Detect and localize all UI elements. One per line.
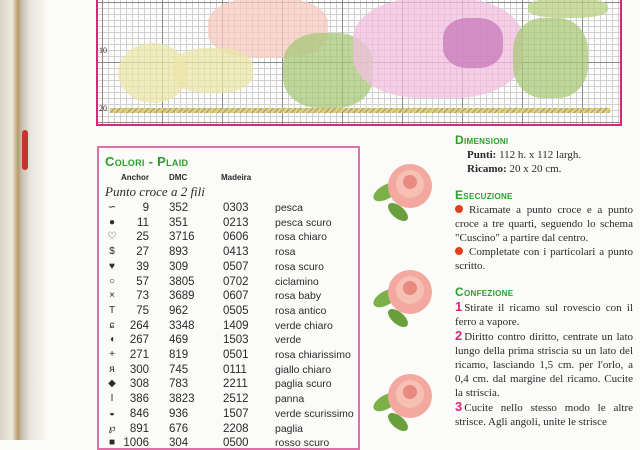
color-name: ciclamino bbox=[275, 275, 319, 288]
anchor-code: 267 bbox=[129, 334, 149, 347]
color-name: pesca bbox=[275, 202, 304, 214]
color-row bbox=[99, 260, 354, 274]
color-name: rosa baby bbox=[275, 290, 322, 303]
instructions-column bbox=[455, 133, 633, 441]
anchor-code: 25 bbox=[136, 231, 149, 244]
anchor-code: 264 bbox=[129, 319, 149, 332]
color-name: rosa chiaro bbox=[275, 231, 327, 244]
step-text: Cucite nello stesso modo le altre strisce. Agli angoli, unite le strisce bbox=[455, 402, 633, 428]
anchor-code: 9 bbox=[142, 202, 149, 214]
color-name: rosa bbox=[275, 246, 296, 259]
bullet-icon bbox=[455, 247, 463, 255]
anchor-code: 271 bbox=[129, 349, 149, 361]
color-key-table bbox=[97, 146, 360, 450]
dmc-code: 309 bbox=[169, 260, 189, 273]
symbol-icon: $ bbox=[109, 246, 115, 258]
dmc-code: 352 bbox=[169, 202, 189, 214]
symbol-icon: ○ bbox=[108, 275, 116, 287]
symbol-icon: I bbox=[110, 393, 114, 405]
color-row bbox=[99, 319, 354, 333]
color-name: verde scurissimo bbox=[275, 407, 354, 420]
dmc-code: 893 bbox=[169, 246, 189, 259]
color-row bbox=[99, 230, 354, 244]
dmc-code: 304 bbox=[169, 437, 189, 450]
color-name: panna bbox=[275, 393, 305, 406]
madeira-code: 2208 bbox=[223, 422, 249, 435]
anchor-code: 1006 bbox=[123, 437, 149, 450]
madeira-code: 0507 bbox=[223, 260, 249, 273]
color-name: paglia bbox=[275, 422, 304, 435]
madeira-code: 0500 bbox=[223, 437, 249, 450]
dmc-code: 351 bbox=[169, 216, 189, 229]
axis-label-10: 10 bbox=[99, 46, 107, 55]
color-row bbox=[99, 348, 354, 362]
symbol-icon: ♡ bbox=[107, 231, 117, 243]
esecuzione-title: Esecuzione bbox=[455, 188, 513, 202]
color-row bbox=[99, 245, 354, 259]
symbol-icon: ◆ bbox=[108, 378, 116, 390]
step-number: 2 bbox=[455, 328, 463, 343]
ricamo-value: 20 x 20 cm. bbox=[509, 163, 562, 175]
color-name: verde bbox=[275, 334, 302, 347]
anchor-code: 300 bbox=[129, 363, 149, 376]
madeira-code: 1503 bbox=[223, 334, 249, 347]
color-row bbox=[99, 289, 354, 303]
color-name: rosa antico bbox=[275, 304, 327, 317]
color-name: rosso scuro bbox=[275, 437, 330, 450]
header-anchor: Anchor bbox=[121, 173, 149, 182]
symbol-icon: × bbox=[109, 290, 115, 302]
punti-value: 112 h. x 112 largh. bbox=[499, 149, 582, 161]
color-row bbox=[99, 422, 354, 436]
confezione-title: Confezione bbox=[455, 285, 514, 299]
dmc-code: 3716 bbox=[169, 231, 195, 244]
color-name: rosa chiarissimo bbox=[275, 349, 351, 361]
symbol-icon: ∽ bbox=[107, 202, 117, 213]
bullet-icon bbox=[455, 205, 463, 213]
symbol-icon: ■ bbox=[108, 437, 116, 449]
anchor-code: 11 bbox=[137, 216, 149, 229]
color-row bbox=[99, 392, 354, 406]
color-key-title: Colori - Plaid bbox=[105, 154, 189, 169]
ricamo-label: Ricamo: bbox=[467, 163, 507, 175]
madeira-code: 1507 bbox=[223, 407, 249, 420]
anchor-code: 75 bbox=[136, 304, 149, 317]
color-name: verde chiaro bbox=[275, 319, 333, 332]
color-row bbox=[99, 436, 354, 450]
symbol-icon: ℘ bbox=[108, 422, 116, 434]
color-row bbox=[99, 333, 354, 347]
anchor-code: 891 bbox=[129, 422, 149, 435]
madeira-code: 0111 bbox=[223, 363, 247, 376]
dmc-code: 3805 bbox=[169, 275, 195, 288]
stitch-subtitle: Punto croce a 2 fili bbox=[105, 184, 205, 199]
esecuzione-section bbox=[455, 188, 633, 273]
step-text: Stirate il ricamo sul rovescio con il ferro a vapore. bbox=[455, 302, 633, 328]
step-number: 3 bbox=[455, 399, 463, 414]
madeira-code: 1409 bbox=[223, 319, 249, 332]
color-row bbox=[99, 275, 354, 289]
dmc-code: 783 bbox=[169, 378, 189, 391]
symbol-icon: + bbox=[109, 349, 115, 360]
madeira-code: 0303 bbox=[223, 202, 249, 214]
dmc-code: 936 bbox=[169, 407, 189, 420]
step-text: Diritto contro diritto, centrate un lato lungo della prima striscia su un lato del ricamo, lasciando 1,5 cm. per l'orlo, a 0,4 cm. dal margine del ricamo. Cucite la striscia. bbox=[455, 331, 633, 399]
axis-label-20: 20 bbox=[99, 104, 107, 113]
color-row bbox=[99, 407, 354, 421]
anchor-code: 39 bbox=[136, 260, 149, 273]
madeira-code: 0702 bbox=[223, 275, 249, 288]
symbol-icon: ◒ bbox=[108, 407, 116, 419]
color-row bbox=[99, 377, 354, 391]
anchor-code: 57 bbox=[136, 275, 149, 288]
page-binding bbox=[0, 0, 48, 440]
dmc-code: 962 bbox=[169, 304, 189, 317]
color-row bbox=[99, 216, 354, 230]
header-madeira: Madeira bbox=[221, 173, 252, 182]
confezione-section bbox=[455, 285, 633, 429]
madeira-code: 0413 bbox=[223, 246, 249, 259]
dmc-code: 3689 bbox=[169, 290, 195, 303]
madeira-code: 2211 bbox=[223, 378, 248, 391]
color-name: rosa scuro bbox=[275, 260, 325, 273]
symbol-icon: ɕ bbox=[109, 319, 115, 331]
color-row bbox=[99, 304, 354, 318]
madeira-code: 0606 bbox=[223, 231, 249, 244]
esecuzione-item: Ricamate a punto croce e a punto croce a tre quarti, seguendo lo schema "Cuscino" a partire dal centro. bbox=[455, 204, 633, 244]
color-name: giallo chiaro bbox=[275, 363, 332, 376]
color-name: pesca scuro bbox=[275, 216, 332, 229]
rose-illustration bbox=[368, 152, 440, 224]
cross-stitch-chart bbox=[96, 0, 622, 126]
anchor-code: 846 bbox=[129, 407, 149, 420]
symbol-icon: T bbox=[108, 304, 116, 316]
madeira-code: 0213 bbox=[223, 216, 249, 229]
color-row bbox=[99, 363, 354, 377]
esecuzione-item: Completate con i particolari a punto scritto. bbox=[455, 246, 633, 272]
madeira-code: 0607 bbox=[223, 290, 249, 303]
punti-label: Punti: bbox=[467, 149, 497, 161]
anchor-code: 73 bbox=[136, 290, 149, 303]
dmc-code: 819 bbox=[169, 349, 189, 361]
anchor-code: 386 bbox=[129, 393, 149, 406]
header-dmc: DMC bbox=[169, 173, 188, 182]
dmc-code: 3348 bbox=[169, 319, 195, 332]
symbol-icon: ● bbox=[108, 216, 116, 228]
color-row bbox=[99, 201, 354, 215]
symbol-icon: ◖ bbox=[108, 334, 116, 346]
dimensioni-section bbox=[455, 133, 633, 176]
dmc-code: 676 bbox=[169, 422, 189, 435]
dmc-code: 745 bbox=[169, 363, 189, 376]
color-name: paglia scuro bbox=[275, 378, 332, 391]
dmc-code: 3823 bbox=[169, 393, 195, 406]
rose-illustration bbox=[368, 362, 440, 434]
anchor-code: 308 bbox=[129, 378, 149, 391]
rose-illustration bbox=[368, 258, 440, 330]
madeira-code: 0505 bbox=[223, 304, 249, 317]
madeira-code: 0501 bbox=[223, 349, 249, 361]
madeira-code: 2512 bbox=[223, 393, 249, 406]
symbol-icon: ♥ bbox=[109, 260, 115, 272]
anchor-code: 27 bbox=[136, 246, 149, 259]
dmc-code: 469 bbox=[169, 334, 189, 347]
symbol-icon: я bbox=[109, 363, 115, 375]
dimensioni-title: Dimensioni bbox=[455, 133, 509, 147]
step-number: 1 bbox=[455, 299, 463, 314]
